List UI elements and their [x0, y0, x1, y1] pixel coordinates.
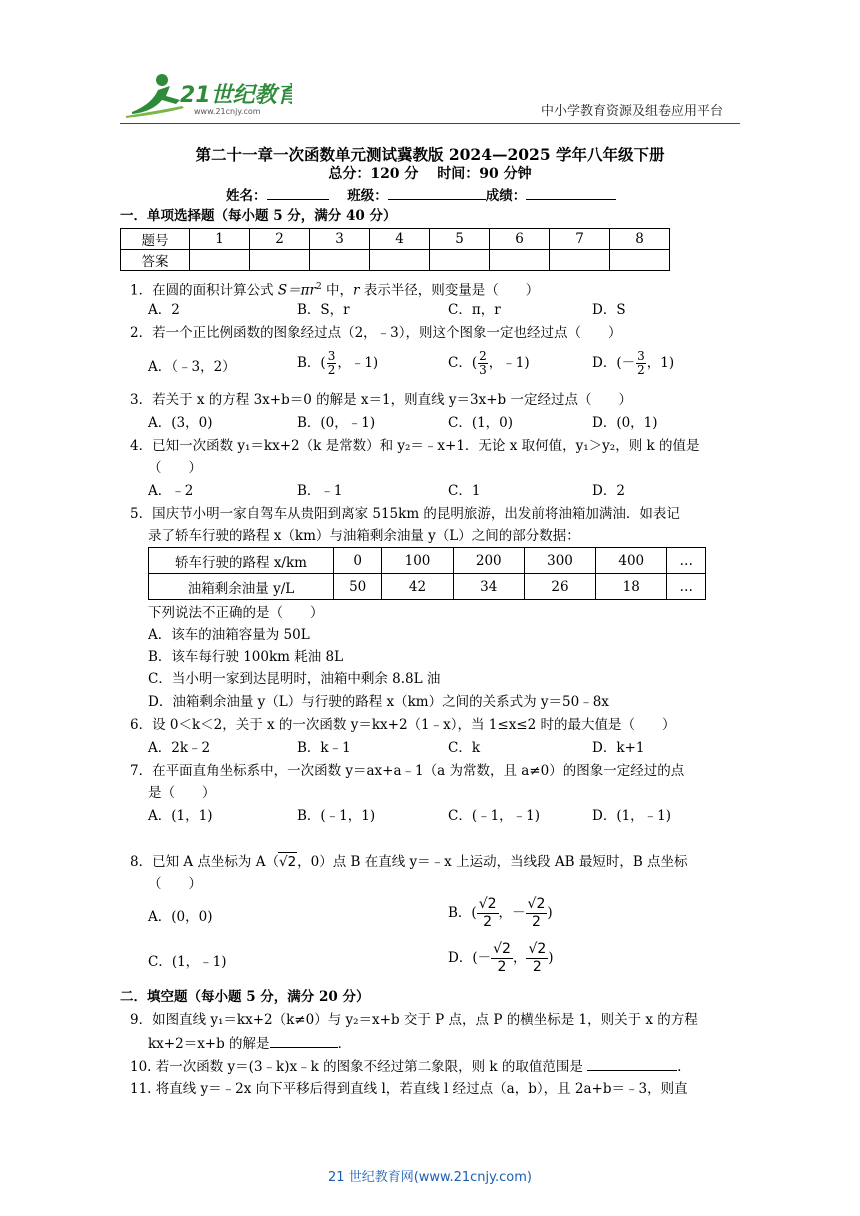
q3-option-a[interactable]: A．(3，0) — [148, 415, 213, 431]
answer-cell[interactable] — [430, 250, 490, 271]
q8-option-a[interactable]: A．(0，0) — [148, 909, 213, 925]
table-cell: 18 — [596, 574, 667, 600]
answer-table — [120, 228, 670, 271]
platform-label: 中小学教育资源及组卷应用平台 — [541, 104, 724, 119]
name-label: 姓名： — [226, 188, 267, 204]
q8-stem-2: （ ） — [148, 876, 202, 892]
logo — [122, 70, 292, 120]
q4-stem-2: （ ） — [148, 460, 202, 476]
table-row — [121, 229, 670, 250]
q4-option-c[interactable]: C．1 — [448, 483, 481, 499]
q1-option-a[interactable]: A．2 — [148, 302, 180, 318]
q7-stem-2: 是（ ） — [148, 785, 216, 801]
section-1-heading: 一．单项选择题（每小题 5 分，满分 40 分） — [120, 208, 397, 224]
table-cell: 400 — [596, 548, 667, 574]
table-cell: … — [667, 574, 706, 600]
table-cell: 6 — [490, 229, 550, 250]
q4-option-d[interactable]: D．2 — [592, 483, 625, 499]
header-divider — [120, 123, 740, 124]
table-cell: 7 — [550, 229, 610, 250]
svg-text:21世纪教育: 21世纪教育 — [180, 83, 292, 108]
answer-cell[interactable] — [310, 250, 370, 271]
class-label: 班级： — [347, 188, 388, 204]
answer-cell[interactable] — [610, 250, 670, 271]
q7-option-c[interactable]: C．(﹣1，﹣1) — [448, 808, 541, 824]
student-info — [226, 186, 616, 205]
q7-stem: 7．在平面直角坐标系中，一次函数 y＝ax+a﹣1（a 为常数，且 a≠0）的图象一定经过的点 — [130, 763, 685, 779]
table-head-label: 题号 — [121, 229, 190, 250]
table-cell: 42 — [382, 574, 453, 600]
table-row — [149, 548, 706, 574]
runner-logo-icon — [122, 70, 292, 120]
q5-ask: 下列说法不正确的是（ ） — [148, 605, 324, 621]
q2-option-c[interactable]: C．( $\frac{2}{3}$ ，﹣1) — [448, 349, 530, 377]
table-row — [149, 574, 706, 600]
q5-option-c[interactable]: C．当小明一家到达昆明时，油箱中剩余 8.8L 油 — [148, 671, 441, 687]
table-row-label: 轿车行驶的路程 x/km — [149, 548, 334, 574]
score-field[interactable] — [526, 186, 616, 200]
name-field[interactable] — [267, 186, 329, 200]
table-cell: 200 — [453, 548, 524, 574]
table-cell: 50 — [334, 574, 382, 600]
q3-stem: 3．若关于 x 的方程 3x+b＝0 的解是 x＝1，则直线 y＝3x+b 一定经过点（ ） — [130, 392, 632, 408]
q7-option-b[interactable]: B．(﹣1，1) — [297, 808, 376, 824]
q5-option-b[interactable]: B．该车每行驶 100km 耗油 8L — [148, 649, 344, 665]
answer-cell[interactable] — [250, 250, 310, 271]
answer-cell[interactable] — [370, 250, 430, 271]
q10-line: 10. 若一次函数 y＝(3﹣k)x﹣k 的图象不经过第二象限，则 k 的取值范围是 . — [130, 1059, 682, 1075]
q3-option-c[interactable]: C．(1，0) — [448, 415, 514, 431]
q11-line: 11. 将直线 y＝﹣2x 向下平移后得到直线 l，若直线 l 经过点（a，b），且 2a+b＝﹣3，则直 — [130, 1081, 688, 1097]
answer-cell[interactable] — [190, 250, 250, 271]
table-row-label: 油箱剩余油量 y/L — [149, 574, 334, 600]
q1-stem: 1．在圆的面积计算公式 $S=\pi r^2$ 中，r 表示半径，则变量是（ ） — [130, 282, 540, 299]
q5-option-d[interactable]: D．油箱剩余油量 y（L）与行驶的路程 x（km）之间的关系式为 y＝50﹣8x — [148, 694, 609, 710]
q1-option-c[interactable]: C．π，r — [448, 302, 501, 318]
q2-option-a[interactable]: A．（﹣3，2） — [148, 359, 236, 375]
svg-text:www.21cnjy.com: www.21cnjy.com — [194, 107, 261, 116]
q4-option-b[interactable]: B．﹣1 — [297, 483, 343, 499]
table-cell: … — [667, 548, 706, 574]
q5-option-a[interactable]: A．该车的油箱容量为 50L — [148, 627, 310, 643]
q5-data-table — [148, 547, 706, 600]
q6-option-b[interactable]: B．k﹣1 — [297, 740, 351, 756]
q8-option-b[interactable]: B．( $\frac{√2}{2}$ ，－ $\frac{√2}{2}$ ) — [448, 896, 553, 930]
footer-link[interactable]: 21 世纪教育网(www.21cnjy.com) — [328, 1170, 532, 1185]
table-cell: 3 — [310, 229, 370, 250]
q6-option-d[interactable]: D．k+1 — [592, 740, 645, 756]
table-cell: 100 — [382, 548, 453, 574]
table-cell: 8 — [610, 229, 670, 250]
class-field[interactable] — [388, 186, 486, 200]
q3-option-d[interactable]: D．(0，1) — [592, 415, 658, 431]
page-title: 第二十一章一次函数单元测试冀教版 2024—2025 学年八年级下册 — [195, 145, 665, 164]
q6-option-a[interactable]: A．2k﹣2 — [148, 740, 211, 756]
q7-option-a[interactable]: A．(1，1) — [148, 808, 213, 824]
q9-line-2: kx+2＝x+b 的解是 ． — [148, 1036, 352, 1052]
table-cell: 2 — [250, 229, 310, 250]
q10-blank[interactable] — [587, 1057, 677, 1071]
table-cell: 34 — [453, 574, 524, 600]
table-cell: 4 — [370, 229, 430, 250]
q2-option-d[interactable]: D．(－ $\frac{3}{2}$ ，1) — [592, 349, 675, 377]
q3-option-b[interactable]: B．(0，﹣1) — [297, 415, 376, 431]
q7-option-d[interactable]: D．(1，﹣1) — [592, 808, 672, 824]
q6-option-c[interactable]: C．k — [448, 740, 481, 756]
q9-line-1: 9．如图直线 y₁＝kx+2（k≠0）与 y₂＝x+b 交于 P 点，点 P 的横坐标是 1，则关于 x 的方程 — [130, 1012, 698, 1028]
q6-stem: 6．设 0＜k＜2，关于 x 的一次函数 y＝kx+2（1﹣x），当 1≤x≤2 时的最大值是（ ） — [130, 717, 676, 733]
q9-blank[interactable] — [270, 1034, 338, 1048]
answer-cell[interactable] — [490, 250, 550, 271]
q8-option-d[interactable]: D．(－ $\frac{√2}{2}$ ， $\frac{√2}{2}$ ) — [448, 941, 554, 975]
q4-stem: 4．已知一次函数 y₁＝kx+2（k 是常数）和 y₂＝﹣x+1．无论 x 取何值，y₁＞y₂，则 k 的值是 — [130, 438, 700, 454]
q1-option-b[interactable]: B．S，r — [297, 302, 350, 318]
table-cell: 5 — [430, 229, 490, 250]
table-cell: 300 — [524, 548, 595, 574]
score-label: 成绩： — [485, 188, 527, 204]
table-cell: 0 — [334, 548, 382, 574]
q5-stem-2: 录了轿车行驶的路程 x（km）与油箱剩余油量 y（L）之间的部分数据： — [148, 528, 580, 544]
q8-stem: 8．已知 A 点坐标为 A（√2，0）点 B 在直线 y＝﹣x 上运动，当线段 AB 最短时，B 点坐标 — [130, 854, 688, 870]
q2-option-b[interactable]: B．( $\frac{3}{2}$ ，﹣1) — [297, 349, 379, 377]
q2-stem: 2．若一个正比例函数的图象经过点（2，﹣3），则这个图象一定也经过点（ ） — [130, 325, 622, 341]
page-subtitle: 总分：120 分 时间：90 分钟 — [328, 166, 532, 182]
q1-option-d[interactable]: D．S — [592, 302, 626, 318]
q5-stem: 5．国庆节小明一家自驾车从贵阳到离家 515km 的昆明旅游，出发前将油箱加满油．如表记 — [130, 506, 680, 522]
q8-option-c[interactable]: C．(1，﹣1) — [148, 954, 227, 970]
table-row — [121, 250, 670, 271]
table-cell: 1 — [190, 229, 250, 250]
answer-cell[interactable] — [550, 250, 610, 271]
section-2-heading: 二．填空题（每小题 5 分，满分 20 分） — [120, 989, 370, 1005]
table-cell: 26 — [524, 574, 595, 600]
q4-option-a[interactable]: A．﹣2 — [148, 483, 194, 499]
table-answer-label: 答案 — [121, 250, 190, 271]
